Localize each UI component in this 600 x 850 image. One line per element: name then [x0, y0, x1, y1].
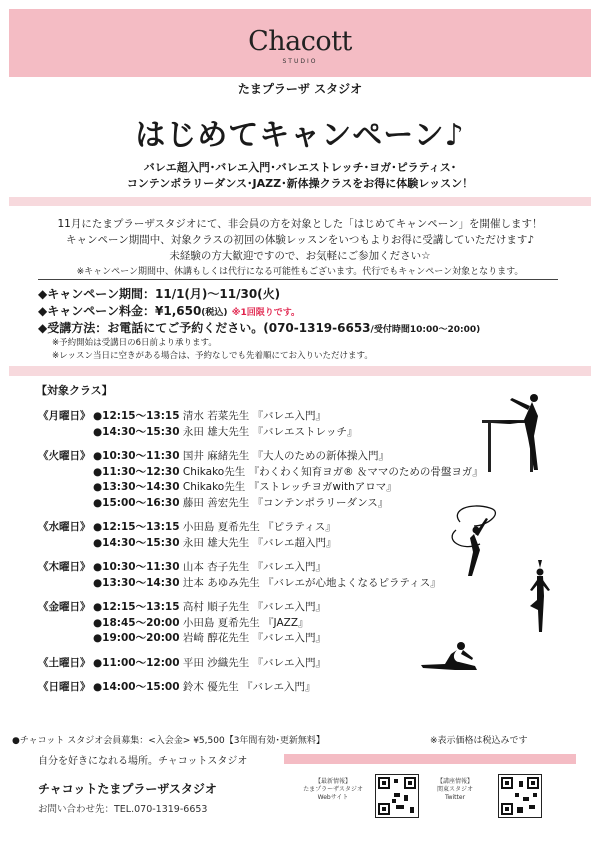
- lesson-time: ●11:00～12:00: [93, 656, 180, 669]
- studio-name: たまプラーザ スタジオ: [237, 82, 363, 96]
- schedule-row: [93, 655, 326, 670]
- target-classes-line-1: バレエ超入門･バレエ入門･バレエストレッチ･ヨガ･ピラティス･: [143, 161, 457, 174]
- schedule-row: [93, 424, 357, 439]
- lesson-teacher: Chikako先生: [182, 465, 246, 478]
- schedule-day: 《火曜日》: [38, 450, 91, 462]
- lesson-class: 『JAZZ』: [263, 616, 309, 629]
- tagline: 自分を好きになれる場所。チャコットスタジオ: [38, 756, 248, 767]
- lesson-class: 『バレエが心地よくなるピラティス』: [263, 576, 441, 589]
- lesson-time: ●14:00～15:00: [93, 681, 180, 693]
- lesson-time: ●12:15～13:15: [93, 410, 180, 422]
- campaign-period: ◆キャンペーン期間：11/1(月)～11/30(火): [38, 287, 281, 301]
- intro-line-3: 未経験の方大歓迎ですので、お気軽にご参加ください☆: [169, 250, 431, 262]
- tax-note: ※表示価格は税込みです: [430, 736, 528, 746]
- lesson-class: 『バレエストレッチ』: [252, 425, 358, 438]
- lesson-time: ●12:15～13:15: [93, 521, 180, 533]
- booking-hours: /受付時間10:00～20:00): [370, 325, 481, 335]
- qr-website-label-1: 【最新情報】: [314, 778, 351, 785]
- lesson-time: ●10:30～11:30: [93, 561, 180, 573]
- schedule-row: [93, 448, 389, 463]
- lesson-teacher: 永田 雄大先生: [182, 536, 250, 549]
- logo-subtext: STUDIO: [282, 58, 318, 65]
- rhythmic-gymnast-illustration: [440, 500, 520, 578]
- lesson-teacher: 小田島 夏希先生: [182, 521, 260, 533]
- schedule-heading: 【対象クラス】: [36, 384, 113, 397]
- lesson-teacher: 鈴木 優先生: [182, 681, 239, 693]
- lesson-teacher: Chikako先生: [182, 481, 246, 493]
- schedule-row: [93, 615, 309, 630]
- booking-note-1: ※予約開始は受講日の6日前より承ります。: [52, 338, 217, 348]
- schedule-row: [93, 408, 326, 423]
- divider: [38, 279, 558, 280]
- ballet-barre-dancer-illustration: [480, 390, 560, 472]
- campaign-title: はじめてキャンペーン♪: [135, 118, 465, 153]
- intro-band: [9, 197, 591, 206]
- lesson-teacher: 高村 順子先生: [182, 601, 250, 613]
- membership-info: ●チャコット スタジオ会員募集：<入会金> ¥5,500【3年間有効･更新無料】: [12, 736, 325, 746]
- intro-note: ※キャンペーン期間中、休講もしくは代行になる可能性もございます。代行でもキャンペーン対象となります。: [76, 267, 524, 277]
- lesson-teacher: 平田 沙織先生: [182, 656, 250, 669]
- fee-note: ※1回限りです。: [231, 308, 301, 318]
- lesson-class: 『大人のための新体操入門』: [252, 450, 390, 462]
- qr-twitter-label-3: Twitter: [444, 794, 466, 801]
- footer-studio-name: チャコットたまプラーザスタジオ: [38, 782, 217, 796]
- lesson-class: 『バレエ入門』: [242, 681, 316, 693]
- qr-code-twitter[interactable]: [498, 774, 542, 818]
- schedule-day: 《木曜日》: [38, 561, 91, 573]
- schedule-row: [93, 495, 388, 510]
- lesson-class: 『バレエ入門』: [252, 601, 327, 613]
- lesson-teacher: 藤田 善宏先生: [182, 496, 250, 509]
- tagline-band: [284, 754, 576, 764]
- lesson-time: ●14:30～15:30: [93, 536, 180, 549]
- lesson-teacher: 岩崎 醇花先生: [182, 632, 250, 644]
- qr-website-label-2: たまプラーザスタジオ: [303, 786, 363, 793]
- schedule-day: 《水曜日》: [38, 521, 91, 533]
- lesson-teacher: 小田島 夏希先生: [182, 616, 260, 629]
- schedule-band: [9, 366, 591, 376]
- lesson-time: ●13:30～14:30: [93, 576, 180, 589]
- schedule-row: [93, 630, 326, 645]
- lesson-class: 『ストレッチヨガwithアロマ』: [248, 481, 397, 493]
- fee-value: ◆キャンペーン料金：¥1,650: [38, 304, 202, 318]
- schedule-day: 《土曜日》: [38, 656, 91, 669]
- lesson-time: ●19:00～20:00: [93, 632, 180, 644]
- lesson-teacher: 永田 雄大先生: [182, 425, 250, 438]
- fee-tax: (税込): [201, 308, 228, 318]
- lesson-class: 『わくわく知育ヨガ® ＆ママのための骨盤ヨガ』: [248, 465, 483, 478]
- schedule-row: [93, 479, 397, 494]
- qr-website-label-3: Webサイト: [317, 794, 349, 801]
- schedule-row: [93, 679, 316, 694]
- yoga-tree-pose-illustration: [520, 560, 560, 634]
- chacott-logo: Chacott: [248, 26, 352, 57]
- lesson-class: 『バレエ超入門』: [252, 536, 337, 549]
- qr-twitter-label-2: 関東スタジオ: [436, 786, 473, 793]
- intro-line-2: キャンペーン期間中、対象クラスの初回の体験レッスンをいつもよりお得に受講していただけます♪: [65, 234, 535, 246]
- booking-note-2: ※レッスン当日に空きがある場合は、予約なしでも先着順にてお入りいただけます。: [52, 351, 373, 361]
- qr-twitter-label-1: 【講座情報】: [436, 778, 473, 785]
- booking-method: [38, 319, 480, 336]
- lesson-time: ●12:15～13:15: [93, 601, 180, 613]
- schedule-day: 《月曜日》: [38, 410, 91, 422]
- schedule-row: [93, 464, 483, 479]
- lesson-time: ●18:45～20:00: [93, 616, 180, 629]
- qr-code-website[interactable]: [375, 774, 419, 818]
- lesson-class: 『ピラティス』: [263, 521, 336, 533]
- schedule-row: [93, 575, 441, 590]
- stretching-pose-illustration: [415, 640, 485, 672]
- lesson-class: 『バレエ入門』: [252, 632, 327, 644]
- lesson-time: ●10:30～11:30: [93, 450, 180, 462]
- lesson-time: ●15:00～16:30: [93, 496, 180, 509]
- lesson-teacher: 国井 麻緒先生: [182, 450, 250, 462]
- campaign-fee: [38, 302, 300, 319]
- lesson-teacher: 山本 杏子先生: [182, 561, 250, 573]
- intro-line-1: 11月にたまプラーザスタジオにて、非会員の方を対象とした「はじめてキャンペーン」を開催します！: [57, 218, 543, 230]
- qr-website-label: [298, 778, 368, 802]
- lesson-class: 『バレエ入門』: [252, 410, 327, 422]
- schedule-day: 《日曜日》: [38, 681, 91, 693]
- schedule-row: [93, 519, 336, 534]
- lesson-teacher: 清水 若菜先生: [182, 410, 250, 422]
- schedule-row: [93, 599, 326, 614]
- qr-twitter-label: [420, 778, 490, 802]
- footer-contact: お問い合わせ先：TEL.070-1319-6653: [38, 804, 208, 815]
- target-classes-line-2: コンテンポラリーダンス･JAZZ･新体操クラスをお得に体験レッスン！: [126, 177, 474, 190]
- booking-method-text: ◆受講方法：お電話にてご予約ください。(070-1319-6653: [38, 321, 371, 335]
- lesson-time: ●13:30～14:30: [93, 481, 180, 493]
- lesson-time: ●14:30～15:30: [93, 425, 180, 438]
- schedule-row: [93, 559, 326, 574]
- schedule-day: 《金曜日》: [38, 601, 91, 613]
- lesson-class: 『バレエ入門』: [252, 656, 327, 669]
- lesson-class: 『バレエ入門』: [252, 561, 327, 573]
- lesson-class: 『コンテンポラリーダンス』: [252, 496, 389, 509]
- schedule-row: [93, 535, 337, 550]
- lesson-teacher: 辻本 あゆみ先生: [182, 576, 260, 589]
- lesson-time: ●11:30～12:30: [93, 465, 180, 478]
